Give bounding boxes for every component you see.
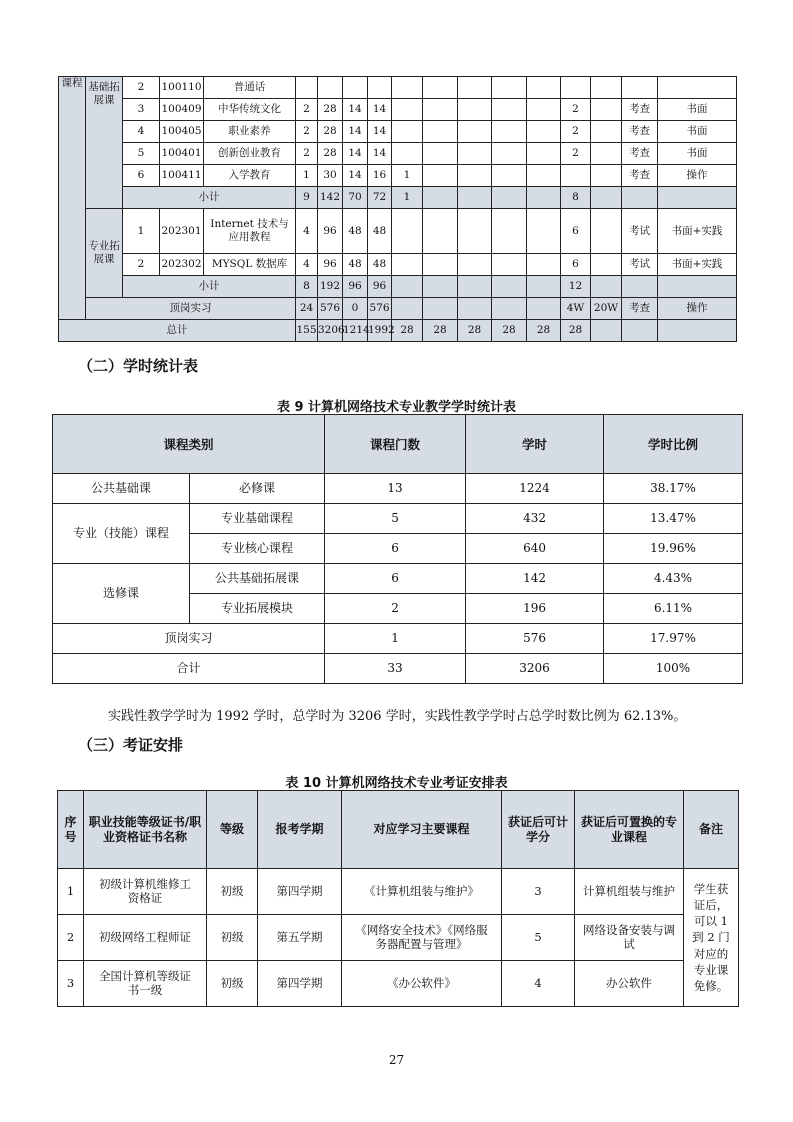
cell: 28 (492, 320, 527, 342)
cell: 576 (318, 298, 343, 320)
cell: 2 (296, 143, 318, 165)
cell: 28 (318, 99, 343, 121)
cell: 192 (318, 276, 343, 298)
cell: 96 (343, 276, 368, 298)
cell: 576 (466, 624, 604, 654)
cell: 书面+实践 (658, 254, 737, 276)
cell: 书面 (658, 143, 737, 165)
cell: 4 (296, 254, 318, 276)
cell: 3 (502, 869, 575, 915)
group-label: 基础拓展课 (86, 77, 123, 209)
table-row (59, 77, 737, 99)
cell: 中华传统文化 (204, 99, 296, 121)
column-header: 获证后可置换的专业课程 (575, 791, 684, 869)
cell: 100110 (160, 77, 204, 99)
cell: 14 (343, 165, 368, 187)
cell: 202302 (160, 254, 204, 276)
table-row (53, 564, 743, 594)
cell: 48 (343, 254, 368, 276)
total-row (59, 320, 737, 342)
cell: 操作 (658, 298, 737, 320)
cell: 创新创业教育 (204, 143, 296, 165)
cell: 4 (123, 121, 160, 143)
cell: Internet 技术与应用教程 (204, 209, 296, 254)
cell: 5 (123, 143, 160, 165)
cell: 48 (368, 254, 392, 276)
cell: 38.17% (604, 474, 743, 504)
cell: 4.43% (604, 564, 743, 594)
cell: 专业核心课程 (190, 534, 325, 564)
column-header: 学时 (466, 415, 604, 474)
cell: 14 (343, 99, 368, 121)
cell: 202301 (160, 209, 204, 254)
cell: 考试 (622, 254, 658, 276)
cell: 14 (343, 121, 368, 143)
cell: 8 (561, 187, 591, 209)
cell: 96 (318, 254, 343, 276)
cell: 0 (343, 298, 368, 320)
cell: 100411 (160, 165, 204, 187)
cell: 2 (58, 915, 84, 961)
cell: 155 (296, 320, 318, 342)
cell: 28 (458, 320, 492, 342)
cell: 14 (343, 143, 368, 165)
subtotal-label: 小计 (123, 276, 296, 298)
table-row (59, 254, 737, 276)
cell: 初级 (207, 869, 258, 915)
cell: 书面+实践 (658, 209, 737, 254)
cell: 1 (58, 869, 84, 915)
section-heading: （三）考证安排 (78, 736, 184, 754)
header-row (53, 415, 743, 474)
table-row (58, 915, 739, 961)
cell: 28 (561, 320, 591, 342)
cell: 书面 (658, 121, 737, 143)
subtotal-row (59, 187, 737, 209)
subtotal-label: 小计 (123, 187, 296, 209)
column-header: 对应学习主要课程 (342, 791, 502, 869)
cell: 《办公软件》 (342, 961, 502, 1007)
section-heading: （二）学时统计表 (78, 357, 199, 375)
cell: 6 (325, 534, 466, 564)
table-caption: 表 10 计算机网络技术专业考证安排表 (285, 776, 508, 791)
cell: 30 (318, 165, 343, 187)
table-row (58, 869, 739, 915)
cell: 1224 (466, 474, 604, 504)
cell: 3 (58, 961, 84, 1007)
cell: 28 (318, 121, 343, 143)
cell: 576 (368, 298, 392, 320)
cell: 1 (123, 209, 160, 254)
cell: 17.97% (604, 624, 743, 654)
cell: 72 (368, 187, 392, 209)
cell: 2 (296, 121, 318, 143)
table-row (59, 143, 737, 165)
cell: 48 (368, 209, 392, 254)
table-row (58, 961, 739, 1007)
cell: 考试 (622, 209, 658, 254)
cell: 2 (561, 121, 591, 143)
cell: 2 (123, 77, 160, 99)
cell: 普通话 (204, 77, 296, 99)
outer-label: 课程 (59, 77, 86, 320)
column-header: 课程门数 (325, 415, 466, 474)
column-header: 等级 (207, 791, 258, 869)
cell: 考查 (622, 121, 658, 143)
cell: 公共基础拓展课 (190, 564, 325, 594)
internship-label: 顶岗实习 (86, 298, 296, 320)
cell: 第四学期 (258, 961, 342, 1007)
cell: 必修课 (190, 474, 325, 504)
column-header: 学时比例 (604, 415, 743, 474)
cell: 96 (368, 276, 392, 298)
cell: 3206 (466, 654, 604, 684)
cell: 4W (561, 298, 591, 320)
cell: 4 (296, 209, 318, 254)
column-header: 序号 (58, 791, 84, 869)
cell: 1 (392, 165, 423, 187)
group-label: 专业拓展课 (86, 209, 123, 298)
cell: 196 (466, 594, 604, 624)
cell: 网络设备安装与调试 (575, 915, 684, 961)
cell: 14 (368, 143, 392, 165)
cell: 书面 (658, 99, 737, 121)
table-row (59, 121, 737, 143)
table-row (53, 504, 743, 534)
cell: 100401 (160, 143, 204, 165)
category-cell: 选修课 (53, 564, 190, 624)
cell: 第五学期 (258, 915, 342, 961)
cell: 《网络安全技术》《网络服务器配置与管理》 (342, 915, 502, 961)
cell: 1 (296, 165, 318, 187)
subtotal-row (59, 276, 737, 298)
cell: 合计 (53, 654, 325, 684)
note-cell: 学生获证后，可以 1 到 2 门对应的专业课免修。 (684, 869, 739, 1007)
cell: 8 (296, 276, 318, 298)
cell: 考查 (622, 165, 658, 187)
cell: 初级网络工程师证 (84, 915, 207, 961)
cell: 2 (296, 99, 318, 121)
cell: 2 (561, 99, 591, 121)
cell: 入学教育 (204, 165, 296, 187)
cell: 专业基础课程 (190, 504, 325, 534)
header-row (58, 791, 739, 869)
cell: 第四学期 (258, 869, 342, 915)
cell: 1214 (343, 320, 368, 342)
internship-row (59, 298, 737, 320)
column-header: 报考学期 (258, 791, 342, 869)
column-header: 获证后可计学分 (502, 791, 575, 869)
cell: 5 (502, 915, 575, 961)
cell: 6 (561, 209, 591, 254)
course-plan-table (58, 76, 737, 342)
cell: 48 (343, 209, 368, 254)
cell: 《计算机组装与维护》 (342, 869, 502, 915)
cell: 4 (502, 961, 575, 1007)
category-cell: 公共基础课 (53, 474, 190, 504)
cell: 14 (368, 121, 392, 143)
cell: 1 (392, 187, 423, 209)
table-row (53, 624, 743, 654)
cell: 职业素养 (204, 121, 296, 143)
cell: 办公软件 (575, 961, 684, 1007)
cell: 16 (368, 165, 392, 187)
cell: 142 (466, 564, 604, 594)
cell: 初级 (207, 915, 258, 961)
cell: 14 (368, 99, 392, 121)
table-row (59, 99, 737, 121)
cell: 432 (466, 504, 604, 534)
cell: 6 (325, 564, 466, 594)
cell: 3206 (318, 320, 343, 342)
cell: 70 (343, 187, 368, 209)
certificate-table (57, 790, 739, 1007)
cell: 19.96% (604, 534, 743, 564)
column-header: 课程类别 (53, 415, 325, 474)
cell: 考查 (622, 298, 658, 320)
cell: 6.11% (604, 594, 743, 624)
cell: 专业拓展模块 (190, 594, 325, 624)
cell: 初级 (207, 961, 258, 1007)
cell: 5 (325, 504, 466, 534)
cell: 24 (296, 298, 318, 320)
cell: 28 (423, 320, 458, 342)
table-row (59, 209, 737, 254)
cell: 96 (318, 209, 343, 254)
table-caption: 表 9 计算机网络技术专业教学学时统计表 (276, 400, 517, 415)
cell: 13 (325, 474, 466, 504)
cell: 考查 (622, 99, 658, 121)
cell: 9 (296, 187, 318, 209)
cell: 12 (561, 276, 591, 298)
cell: 33 (325, 654, 466, 684)
cell: 6 (561, 254, 591, 276)
cell: MYSQL 数据库 (204, 254, 296, 276)
cell: 6 (123, 165, 160, 187)
hours-stat-table (52, 414, 743, 684)
cell: 28 (318, 143, 343, 165)
cell: 142 (318, 187, 343, 209)
cell: 100405 (160, 121, 204, 143)
page-number: 27 (388, 1053, 405, 1067)
column-header: 职业技能等级证书/职业资格证书名称 (84, 791, 207, 869)
cell: 640 (466, 534, 604, 564)
cell: 操作 (658, 165, 737, 187)
cell: 初级计算机维修工资格证 (84, 869, 207, 915)
cell: 2 (123, 254, 160, 276)
cell: 考查 (622, 143, 658, 165)
total-label: 总计 (59, 320, 296, 342)
cell: 28 (527, 320, 561, 342)
cell: 计算机组装与维护 (575, 869, 684, 915)
table-row (53, 654, 743, 684)
cell: 2 (325, 594, 466, 624)
column-header: 备注 (684, 791, 739, 869)
cell: 3 (123, 99, 160, 121)
cell: 1 (325, 624, 466, 654)
cell: 2 (561, 143, 591, 165)
cell: 28 (392, 320, 423, 342)
table-row (53, 474, 743, 504)
cell: 顶岗实习 (53, 624, 325, 654)
cell: 20W (591, 298, 622, 320)
cell: 13.47% (604, 504, 743, 534)
cell: 100409 (160, 99, 204, 121)
category-cell: 专业（技能）课程 (53, 504, 190, 564)
cell: 100% (604, 654, 743, 684)
table-row (59, 165, 737, 187)
summary-paragraph: 实践性教学学时为 1992 学时，总学时为 3206 学时，实践性教学学时占总学时数比例为 62.13%。 (108, 709, 687, 724)
cell: 全国计算机等级证书一级 (84, 961, 207, 1007)
cell: 1992 (368, 320, 392, 342)
